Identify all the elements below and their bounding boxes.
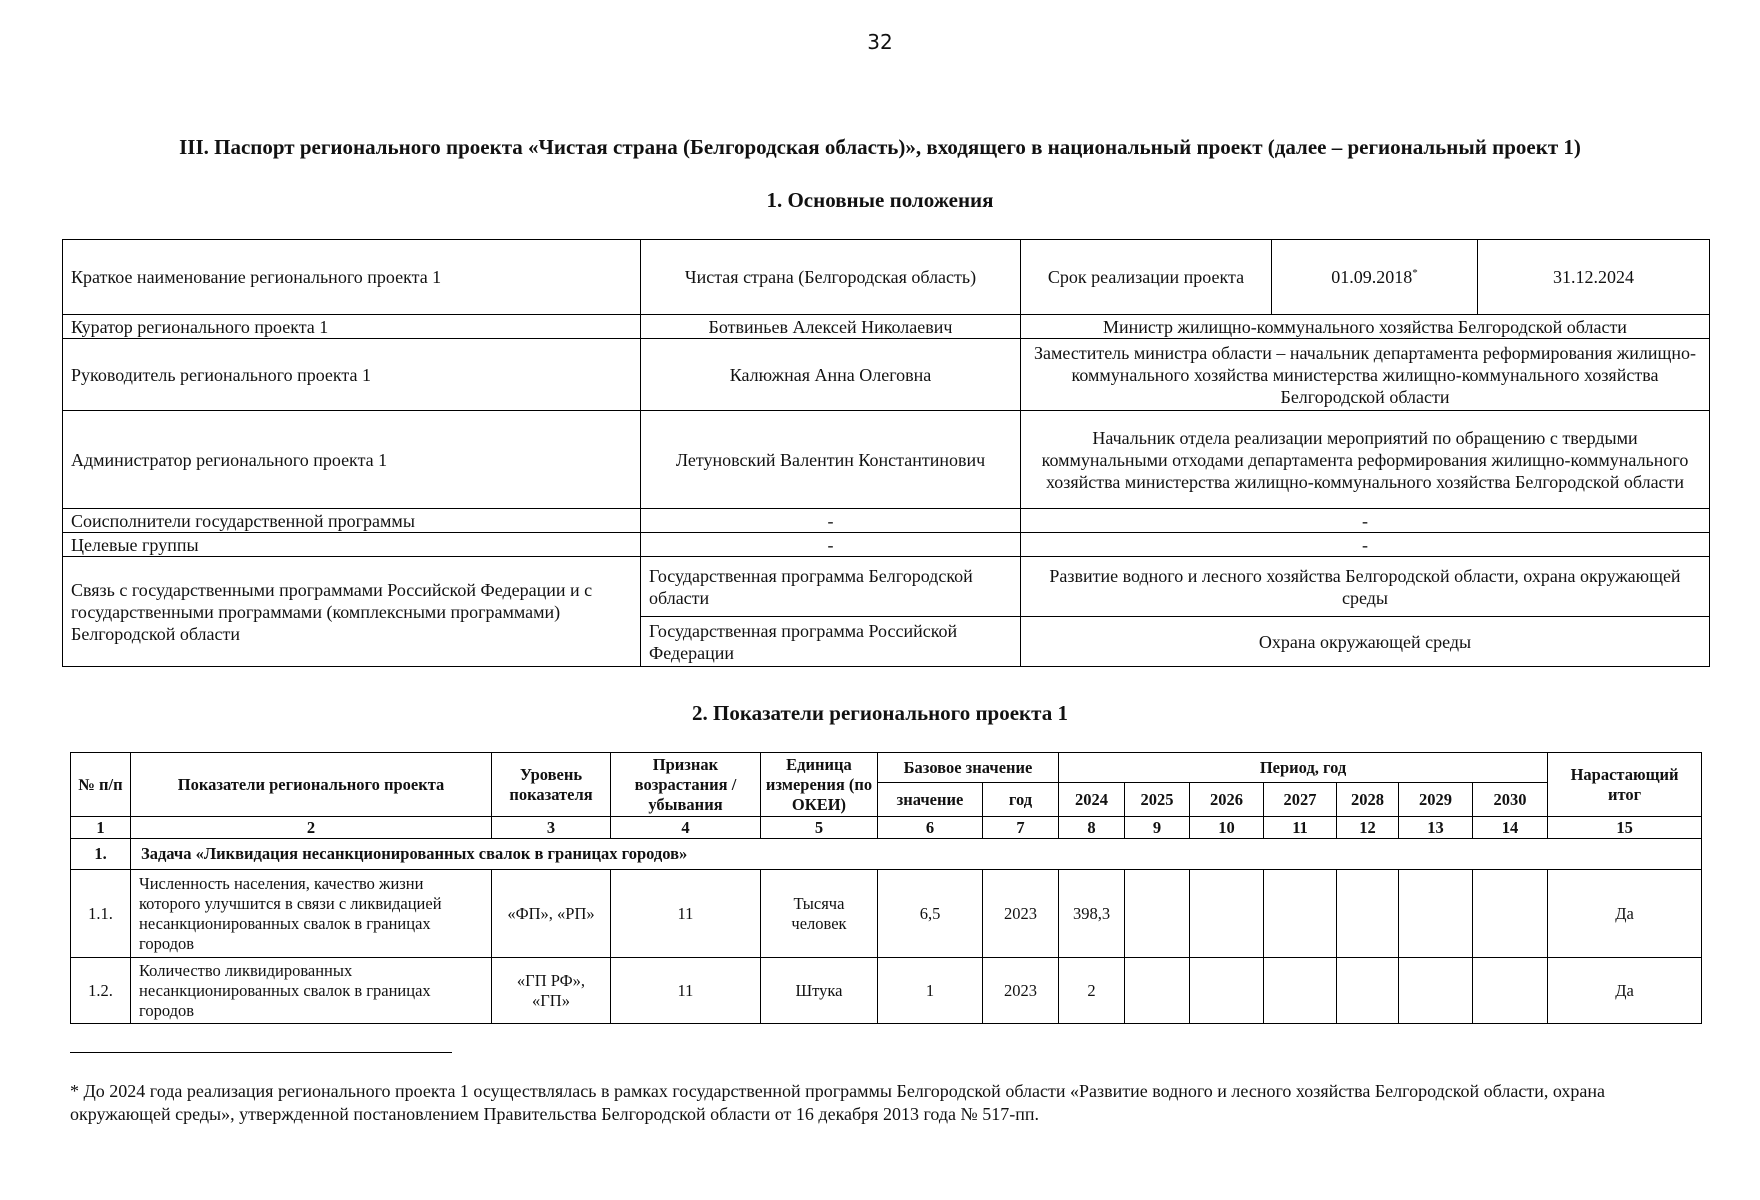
passport-row-short-name	[63, 240, 1710, 315]
value-2030	[1473, 870, 1548, 958]
term-start-footnote-mark: *	[1412, 267, 1418, 279]
base-year: 2023	[983, 870, 1059, 958]
col-number: 3	[492, 817, 611, 839]
short-name-value: Чистая страна (Белгородская область)	[641, 240, 1021, 315]
value-2028	[1337, 870, 1399, 958]
header-unit: Единица измерения (по ОКЕИ)	[761, 753, 878, 817]
col-number: 6	[878, 817, 983, 839]
short-name-label: Краткое наименование регионального проекта 1	[63, 240, 641, 315]
value-2027	[1264, 958, 1337, 1024]
header-year-2025: 2025	[1125, 783, 1190, 817]
document-title: III. Паспорт регионального проекта «Чистая страна (Белгородская область)», входящего в национальный проект (далее – региональный проект 1)	[179, 135, 1581, 159]
program-link-label: Связь с государственными программами Российской Федерации и с государственными программами (комплексными программами) Белгородской области	[63, 557, 641, 667]
curator-position: Министр жилищно-коммунального хозяйства Белгородской области	[1021, 315, 1710, 339]
target-label: Целевые группы	[63, 533, 641, 557]
admin-position: Начальник отдела реализации мероприятий по обращению с твердыми коммунальными отходами департамента реформирования жилищно-коммунального хозяйства министерства жилищно-коммунального хозяйства Белгородской области	[1021, 411, 1710, 509]
base-year: 2023	[983, 958, 1059, 1024]
coexec-value-a: -	[641, 509, 1021, 533]
col-number: 9	[1125, 817, 1190, 839]
value-2030	[1473, 958, 1548, 1024]
value-2027	[1264, 870, 1337, 958]
passport-table	[62, 239, 1710, 667]
head-name: Калюжная Анна Олеговна	[641, 339, 1021, 411]
header-sign: Признак возрастания / убывания	[611, 753, 761, 817]
header-indicator-name: Показатели регионального проекта	[131, 753, 492, 817]
header-year-2030: 2030	[1473, 783, 1548, 817]
term-start	[1272, 240, 1478, 315]
header-base-year: год	[983, 783, 1059, 817]
section-title-main-provisions: 1. Основные положения	[766, 188, 994, 212]
indicator-unit: Тысяча человек	[761, 870, 878, 958]
row-number: 1.1.	[71, 870, 131, 958]
indicators-table	[70, 752, 1702, 1024]
header-year-2024: 2024	[1059, 783, 1125, 817]
passport-row-administrator	[63, 411, 1710, 509]
table-row	[71, 870, 1702, 958]
coexec-label: Соисполнители государственной программы	[63, 509, 641, 533]
indicator-level: «ГП РФ», «ГП»	[492, 958, 611, 1024]
indicator-level: «ФП», «РП»	[492, 870, 611, 958]
base-value: 1	[878, 958, 983, 1024]
admin-label: Администратор регионального проекта 1	[63, 411, 641, 509]
header-year-2028: 2028	[1337, 783, 1399, 817]
footnote-text: * До 2024 года реализация регионального проекта 1 осуществлялась в рамках государственной программы Белгородской области «Развитие водного и лесного хозяйства Белгородской области, охрана окружающей среды», утвержденной постановлением Правительства Белгородской области от 16 декабря 2013 года № 517-пп.	[70, 1081, 1606, 1124]
passport-row-coexecutors	[63, 509, 1710, 533]
value-2024: 2	[1059, 958, 1125, 1024]
col-number: 11	[1264, 817, 1337, 839]
col-number: 4	[611, 817, 761, 839]
column-number-row	[71, 817, 1702, 839]
footnote-separator	[70, 1052, 452, 1053]
admin-name: Летуновский Валентин Константинович	[641, 411, 1021, 509]
term-start-date: 01.09.2018	[1331, 267, 1413, 287]
col-number: 10	[1190, 817, 1264, 839]
col-number: 7	[983, 817, 1059, 839]
indicator-sign: 11	[611, 870, 761, 958]
value-2029	[1399, 958, 1473, 1024]
base-value: 6,5	[878, 870, 983, 958]
head-label: Руководитель регионального проекта 1	[63, 339, 641, 411]
header-level: Уровень показателя	[492, 753, 611, 817]
col-number: 15	[1548, 817, 1702, 839]
value-2026	[1190, 958, 1264, 1024]
cumulative-value: Да	[1548, 870, 1702, 958]
head-position: Заместитель министра области – начальник департамента реформирования жилищно-коммунального хозяйства министерства жилищно-коммунального хозяйства Белгородской области	[1021, 339, 1710, 411]
term-label: Срок реализации проекта	[1021, 240, 1272, 315]
header-base-value: значение	[878, 783, 983, 817]
task-number: 1.	[71, 839, 131, 870]
program-rf-value: Охрана окружающей среды	[1021, 617, 1710, 667]
indicator-unit: Штука	[761, 958, 878, 1024]
header-year-2029: 2029	[1399, 783, 1473, 817]
program-region-label: Государственная программа Белгородской области	[641, 557, 1021, 617]
curator-name: Ботвиньев Алексей Николаевич	[641, 315, 1021, 339]
col-number: 5	[761, 817, 878, 839]
row-number: 1.2.	[71, 958, 131, 1024]
passport-row-curator	[63, 315, 1710, 339]
section-title-indicators: 2. Показатели регионального проекта 1	[692, 701, 1068, 725]
indicator-sign: 11	[611, 958, 761, 1024]
value-2028	[1337, 958, 1399, 1024]
page-number: 32	[867, 30, 893, 54]
col-number: 13	[1399, 817, 1473, 839]
col-number: 1	[71, 817, 131, 839]
header-cumulative: Нарастающий итог	[1548, 753, 1702, 817]
value-2025	[1125, 958, 1190, 1024]
indicators-header-row-1	[71, 753, 1702, 783]
value-2026	[1190, 870, 1264, 958]
value-2025	[1125, 870, 1190, 958]
program-region-value: Развитие водного и лесного хозяйства Белгородской области, охрана окружающей среды	[1021, 557, 1710, 617]
col-number: 14	[1473, 817, 1548, 839]
target-value-a: -	[641, 533, 1021, 557]
curator-label: Куратор регионального проекта 1	[63, 315, 641, 339]
task-title: Задача «Ликвидация несанкционированных свалок в границах городов»	[131, 839, 1702, 870]
task-row	[71, 839, 1702, 870]
passport-row-program-link-region	[63, 557, 1710, 617]
program-rf-label: Государственная программа Российской Федерации	[641, 617, 1021, 667]
target-value-b: -	[1021, 533, 1710, 557]
indicator-name: Количество ликвидированных несанкционированных свалок в границах городов	[131, 958, 492, 1024]
col-number: 8	[1059, 817, 1125, 839]
term-end: 31.12.2024	[1478, 240, 1710, 315]
col-number: 12	[1337, 817, 1399, 839]
header-year-2027: 2027	[1264, 783, 1337, 817]
col-number: 2	[131, 817, 492, 839]
header-base: Базовое значение	[878, 753, 1059, 783]
header-num: № п/п	[71, 753, 131, 817]
cumulative-value: Да	[1548, 958, 1702, 1024]
coexec-value-b: -	[1021, 509, 1710, 533]
passport-row-target-groups	[63, 533, 1710, 557]
value-2024: 398,3	[1059, 870, 1125, 958]
indicator-name: Численность населения, качество жизни которого улучшится в связи с ликвидацией несанкционированных свалок в границах городов	[131, 870, 492, 958]
header-year-2026: 2026	[1190, 783, 1264, 817]
table-row	[71, 958, 1702, 1024]
passport-row-head	[63, 339, 1710, 411]
header-period: Период, год	[1059, 753, 1548, 783]
value-2029	[1399, 870, 1473, 958]
